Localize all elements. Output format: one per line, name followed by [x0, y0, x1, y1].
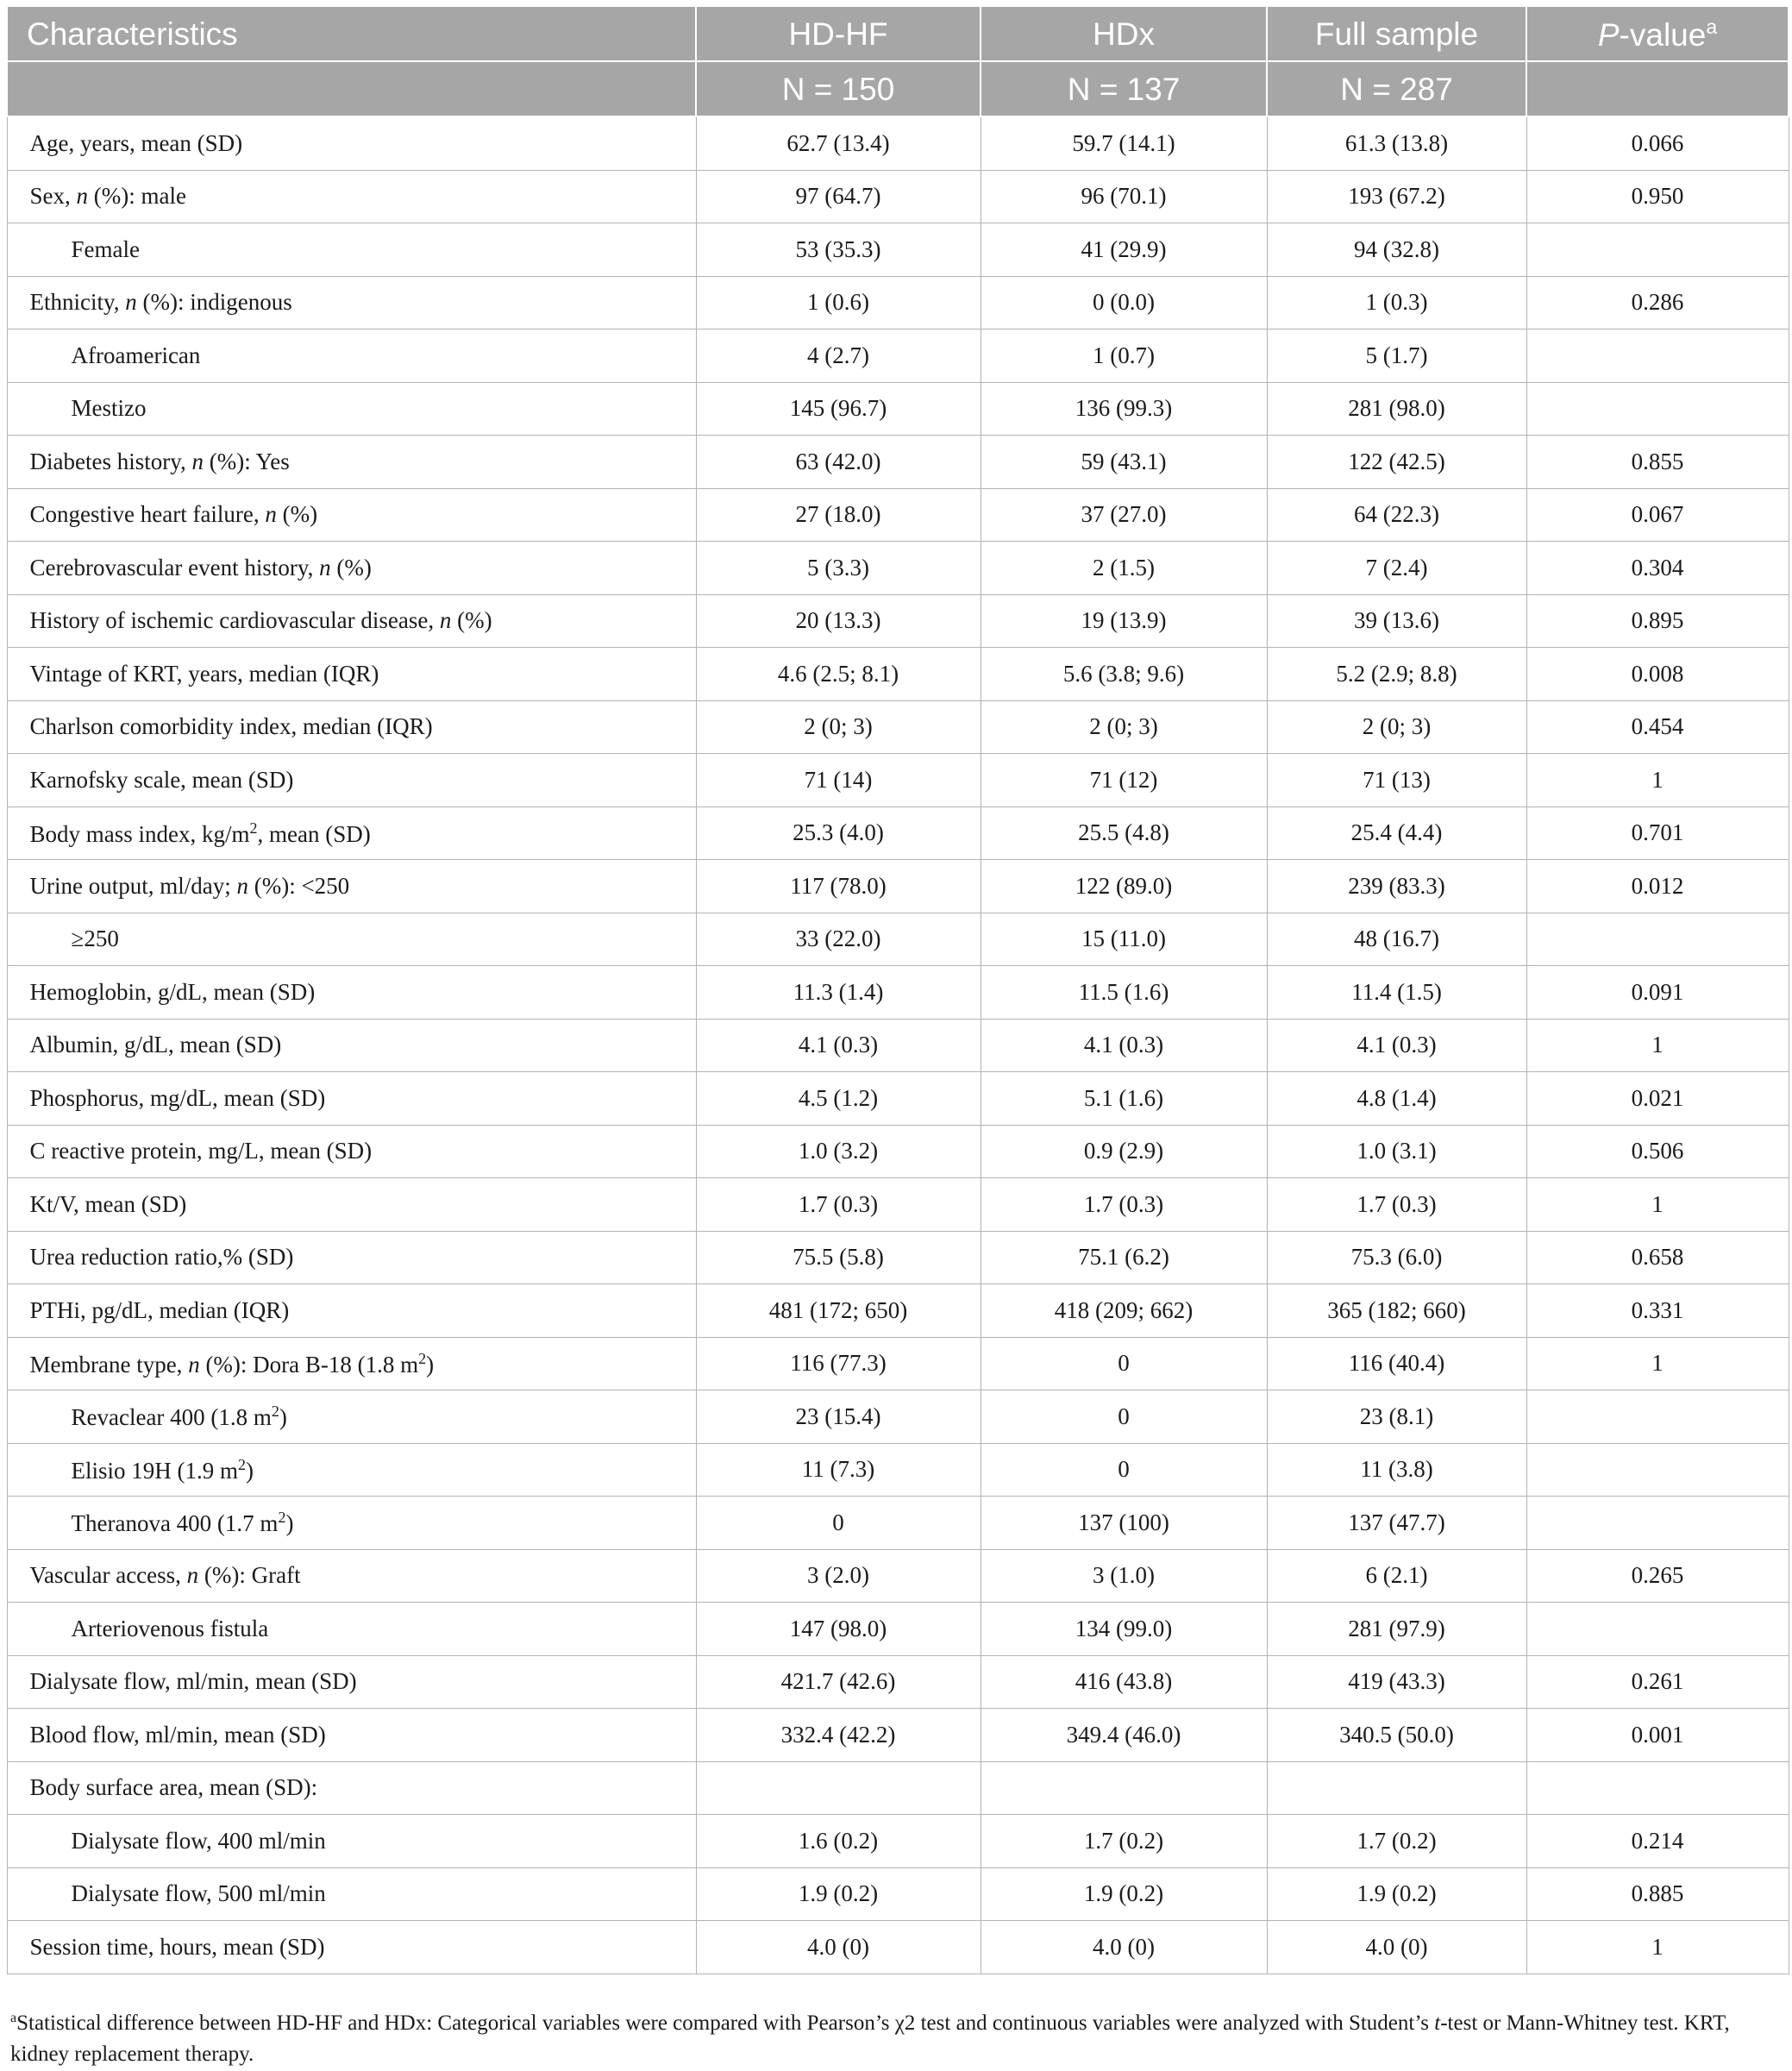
- cell-p-value: 1: [1526, 1337, 1789, 1390]
- cell-full-sample: 4.0 (0): [1267, 1921, 1526, 1974]
- row-label: ≥250: [7, 913, 696, 966]
- cell-p-value: 0.261: [1526, 1655, 1789, 1709]
- cell-hd-hf: 1.9 (0.2): [696, 1867, 981, 1921]
- table-row: [7, 594, 1789, 648]
- cell-hdx: 2 (0; 3): [981, 700, 1267, 754]
- table-row: [7, 170, 1789, 223]
- cell-hd-hf: 147 (98.0): [696, 1603, 981, 1656]
- cell-hd-hf: 4.0 (0): [696, 1921, 981, 1974]
- table-row: [7, 1867, 1789, 1921]
- row-label: Theranova 400 (1.7 $m^2$): [7, 1497, 696, 1550]
- cell-p-value: 0.012: [1526, 860, 1789, 913]
- cell-full-sample: 4.1 (0.3): [1267, 1019, 1526, 1072]
- cell-hdx: 41 (29.9): [981, 223, 1267, 277]
- cell-full-sample: 116 (40.4): [1267, 1337, 1526, 1390]
- cell-full-sample: 23 (8.1): [1267, 1390, 1526, 1444]
- cell-hdx: 5.1 (1.6): [981, 1072, 1267, 1126]
- cell-full-sample: 419 (43.3): [1267, 1655, 1526, 1709]
- row-label: Elisio 19H (1.9 $m^2$): [7, 1443, 696, 1497]
- cell-full-sample: 64 (22.3): [1267, 488, 1526, 542]
- cell-p-value: 0.021: [1526, 1072, 1789, 1126]
- cell-p-value: 1: [1526, 1921, 1789, 1974]
- cell-full-sample: 122 (42.5): [1267, 436, 1526, 489]
- row-label: Mestizo: [7, 382, 696, 436]
- cell-hd-hf: 4.5 (1.2): [696, 1072, 981, 1126]
- cell-hd-hf: 27 (18.0): [696, 488, 981, 542]
- cell-p-value: 0.331: [1526, 1284, 1789, 1338]
- table-row: [7, 223, 1789, 277]
- cell-full-sample: 1.0 (3.1): [1267, 1125, 1526, 1178]
- cell-hdx: 15 (11.0): [981, 913, 1267, 966]
- cell-hd-hf: 5 (3.3): [696, 542, 981, 595]
- cell-hdx: 5.6 (3.8; 9.6): [981, 648, 1267, 701]
- row-label: Ethnicity, n (%): indigenous: [7, 276, 696, 329]
- table-row: [7, 1337, 1789, 1390]
- cell-p-value: [1526, 1497, 1789, 1550]
- table-row: [7, 1125, 1789, 1178]
- cell-full-sample: 281 (97.9): [1267, 1603, 1526, 1656]
- table-row: [7, 1072, 1789, 1126]
- cell-full-sample: 137 (47.7): [1267, 1497, 1526, 1550]
- cell-p-value: 0.454: [1526, 700, 1789, 754]
- cell-p-value: [1526, 1443, 1789, 1497]
- cell-full-sample: 7 (2.4): [1267, 542, 1526, 595]
- cell-hdx: 1.9 (0.2): [981, 1867, 1267, 1921]
- table-row: [7, 1549, 1789, 1603]
- cell-full-sample: 365 (182; 660): [1267, 1284, 1526, 1338]
- header-n-row: [7, 61, 1789, 116]
- row-label: Blood flow, ml/min, mean (SD): [7, 1709, 696, 1762]
- table-row: [7, 1231, 1789, 1284]
- table-row: [7, 913, 1789, 966]
- baseline-characteristics-table: [6, 5, 1789, 1974]
- cell-hd-hf: 11.3 (1.4): [696, 966, 981, 1020]
- cell-p-value: [1526, 913, 1789, 966]
- header-hdx: HDx: [981, 6, 1267, 61]
- cell-hdx: 25.5 (4.8): [981, 806, 1267, 860]
- row-label: History of ischemic cardiovascular disease, n (%): [7, 594, 696, 648]
- row-label: Revaclear 400 (1.8 $m^2$): [7, 1390, 696, 1444]
- table-row: [7, 1497, 1789, 1550]
- cell-p-value: 0.895: [1526, 594, 1789, 648]
- table-row: [7, 542, 1789, 595]
- cell-full-sample: 193 (67.2): [1267, 170, 1526, 223]
- cell-hd-hf: 97 (64.7): [696, 170, 981, 223]
- row-label: Cerebrovascular event history, n (%): [7, 542, 696, 595]
- row-label: Female: [7, 223, 696, 277]
- row-label: Age, years, mean (SD): [7, 116, 696, 170]
- row-label: Kt/V, mean (SD): [7, 1178, 696, 1232]
- header-characteristics: Characteristics: [7, 6, 696, 61]
- table-row: [7, 1603, 1789, 1656]
- cell-hd-hf: 63 (42.0): [696, 436, 981, 489]
- cell-p-value: [1526, 1603, 1789, 1656]
- row-label: Vascular access, n (%): Graft: [7, 1549, 696, 1603]
- cell-hd-hf: 1.6 (0.2): [696, 1815, 981, 1868]
- cell-hdx: 4.1 (0.3): [981, 1019, 1267, 1072]
- cell-hdx: 0: [981, 1443, 1267, 1497]
- cell-p-value: 0.855: [1526, 436, 1789, 489]
- cell-hd-hf: 332.4 (42.2): [696, 1709, 981, 1762]
- cell-p-value: [1526, 1390, 1789, 1444]
- cell-p-value: 0.658: [1526, 1231, 1789, 1284]
- cell-p-value: 0.265: [1526, 1549, 1789, 1603]
- cell-hd-hf: 0: [696, 1497, 981, 1550]
- table-row: [7, 329, 1789, 383]
- cell-full-sample: 71 (13): [1267, 754, 1526, 807]
- cell-full-sample: 5.2 (2.9; 8.8): [1267, 648, 1526, 701]
- row-label: Session time, hours, mean (SD): [7, 1921, 696, 1974]
- row-label: Congestive heart failure, n (%): [7, 488, 696, 542]
- header-p-value-marker: a: [1706, 15, 1718, 38]
- table-row: [7, 436, 1789, 489]
- cell-hdx: 1 (0.7): [981, 329, 1267, 383]
- cell-full-sample: 5 (1.7): [1267, 329, 1526, 383]
- cell-p-value: 0.001: [1526, 1709, 1789, 1762]
- header-n-blank: [7, 61, 696, 116]
- table-row: [7, 1709, 1789, 1762]
- cell-full-sample: 25.4 (4.4): [1267, 806, 1526, 860]
- table-row: [7, 966, 1789, 1020]
- table-footnote: [10, 2003, 1778, 2070]
- cell-hd-hf: 116 (77.3): [696, 1337, 981, 1390]
- cell-p-value: 0.214: [1526, 1815, 1789, 1868]
- cell-full-sample: 4.8 (1.4): [1267, 1072, 1526, 1126]
- cell-full-sample: 6 (2.1): [1267, 1549, 1526, 1603]
- table-row: [7, 116, 1789, 170]
- cell-full-sample: 340.5 (50.0): [1267, 1709, 1526, 1762]
- header-row: [7, 6, 1789, 61]
- row-label: Karnofsky scale, mean (SD): [7, 754, 696, 807]
- cell-p-value: 0.950: [1526, 170, 1789, 223]
- table-body: [7, 116, 1789, 1974]
- cell-p-value: 0.008: [1526, 648, 1789, 701]
- cell-hdx: 19 (13.9): [981, 594, 1267, 648]
- cell-full-sample: 11 (3.8): [1267, 1443, 1526, 1497]
- row-label: Urea reduction ratio,% (SD): [7, 1231, 696, 1284]
- header-hd-hf: HD-HF: [696, 6, 981, 61]
- cell-full-sample: 75.3 (6.0): [1267, 1231, 1526, 1284]
- cell-hdx: 75.1 (6.2): [981, 1231, 1267, 1284]
- cell-hdx: 136 (99.3): [981, 382, 1267, 436]
- table-row: [7, 488, 1789, 542]
- header-p-value-text: P-value: [1597, 16, 1707, 53]
- cell-hd-hf: 1.0 (3.2): [696, 1125, 981, 1178]
- row-label: Albumin, g/dL, mean (SD): [7, 1019, 696, 1072]
- cell-full-sample: [1267, 1761, 1526, 1815]
- cell-hdx: 4.0 (0): [981, 1921, 1267, 1974]
- cell-p-value: 0.506: [1526, 1125, 1789, 1178]
- cell-hd-hf: 53 (35.3): [696, 223, 981, 277]
- cell-hd-hf: [696, 1761, 981, 1815]
- cell-full-sample: 1.7 (0.2): [1267, 1815, 1526, 1868]
- cell-hdx: 134 (99.0): [981, 1603, 1267, 1656]
- table-row: [7, 648, 1789, 701]
- table-row: [7, 382, 1789, 436]
- cell-hdx: 11.5 (1.6): [981, 966, 1267, 1020]
- row-label: C reactive protein, mg/L, mean (SD): [7, 1125, 696, 1178]
- row-label: Body mass index, $kg/m^2$, mean (SD): [7, 806, 696, 860]
- cell-hdx: 0: [981, 1337, 1267, 1390]
- row-label: Hemoglobin, g/dL, mean (SD): [7, 966, 696, 1020]
- cell-hdx: 1.7 (0.3): [981, 1178, 1267, 1232]
- cell-p-value: 1: [1526, 1019, 1789, 1072]
- cell-p-value: [1526, 223, 1789, 277]
- row-label: Dialysate flow, 400 ml/min: [7, 1815, 696, 1868]
- cell-p-value: 0.091: [1526, 966, 1789, 1020]
- cell-hd-hf: 4.1 (0.3): [696, 1019, 981, 1072]
- header-n-p-blank: [1526, 61, 1789, 116]
- header-full-sample: Full sample: [1267, 6, 1526, 61]
- cell-hd-hf: 2 (0; 3): [696, 700, 981, 754]
- row-label: Dialysate flow, ml/min, mean (SD): [7, 1655, 696, 1709]
- table-row: [7, 1761, 1789, 1815]
- row-label: Vintage of KRT, years, median (IQR): [7, 648, 696, 701]
- cell-p-value: 0.066: [1526, 116, 1789, 170]
- table-row: [7, 1284, 1789, 1338]
- row-label: Phosphorus, mg/dL, mean (SD): [7, 1072, 696, 1126]
- cell-full-sample: 1.9 (0.2): [1267, 1867, 1526, 1921]
- cell-hdx: 418 (209; 662): [981, 1284, 1267, 1338]
- footnote-text: Statistical difference between HD-HF and HDx: Categorical variables were compared with Pearson’s χ2 test and continuous variables were analyzed with Student’s t-test or Mann-Whitney test. KRT, kidney replacement therapy.: [10, 2011, 1730, 2066]
- cell-p-value: 0.067: [1526, 488, 1789, 542]
- row-label: PTHi, pg/dL, median (IQR): [7, 1284, 696, 1338]
- table-row: [7, 860, 1789, 913]
- cell-p-value: 0.701: [1526, 806, 1789, 860]
- cell-full-sample: 1.7 (0.3): [1267, 1178, 1526, 1232]
- row-label: Urine output, ml/day; n (%): <250: [7, 860, 696, 913]
- cell-hd-hf: 71 (14): [696, 754, 981, 807]
- cell-hd-hf: 3 (2.0): [696, 1549, 981, 1603]
- cell-hd-hf: 25.3 (4.0): [696, 806, 981, 860]
- cell-p-value: 0.286: [1526, 276, 1789, 329]
- cell-hd-hf: 4 (2.7): [696, 329, 981, 383]
- header-n-hd-hf: N = 150: [696, 61, 981, 116]
- cell-hdx: [981, 1761, 1267, 1815]
- cell-hdx: 137 (100): [981, 1497, 1267, 1550]
- cell-hdx: 349.4 (46.0): [981, 1709, 1267, 1762]
- cell-hd-hf: 145 (96.7): [696, 382, 981, 436]
- row-label: Diabetes history, n (%): Yes: [7, 436, 696, 489]
- cell-hdx: 416 (43.8): [981, 1655, 1267, 1709]
- cell-p-value: 0.885: [1526, 1867, 1789, 1921]
- row-label: Body surface area, mean (SD):: [7, 1761, 696, 1815]
- row-label: Membrane type, n (%): Dora B-18 (1.8 $m^2$): [7, 1337, 696, 1390]
- table-row: [7, 1178, 1789, 1232]
- table-row: [7, 1921, 1789, 1974]
- cell-hd-hf: 1.7 (0.3): [696, 1178, 981, 1232]
- cell-hd-hf: 4.6 (2.5; 8.1): [696, 648, 981, 701]
- cell-full-sample: 239 (83.3): [1267, 860, 1526, 913]
- cell-hdx: 0 (0.0): [981, 276, 1267, 329]
- cell-p-value: [1526, 1761, 1789, 1815]
- cell-hd-hf: 33 (22.0): [696, 913, 981, 966]
- table-row: [7, 754, 1789, 807]
- cell-p-value: [1526, 329, 1789, 383]
- cell-hd-hf: 11 (7.3): [696, 1443, 981, 1497]
- cell-full-sample: 1 (0.3): [1267, 276, 1526, 329]
- cell-hd-hf: 117 (78.0): [696, 860, 981, 913]
- cell-hd-hf: 23 (15.4): [696, 1390, 981, 1444]
- cell-hdx: 2 (1.5): [981, 542, 1267, 595]
- cell-full-sample: 2 (0; 3): [1267, 700, 1526, 754]
- cell-full-sample: 94 (32.8): [1267, 223, 1526, 277]
- header-n-hdx: N = 137: [981, 61, 1267, 116]
- table-container: [6, 5, 1788, 1974]
- cell-hdx: 0.9 (2.9): [981, 1125, 1267, 1178]
- cell-hdx: 1.7 (0.2): [981, 1815, 1267, 1868]
- table-row: [7, 276, 1789, 329]
- cell-hdx: 122 (89.0): [981, 860, 1267, 913]
- cell-hdx: 96 (70.1): [981, 170, 1267, 223]
- cell-full-sample: 48 (16.7): [1267, 913, 1526, 966]
- cell-hd-hf: 421.7 (42.6): [696, 1655, 981, 1709]
- cell-full-sample: 39 (13.6): [1267, 594, 1526, 648]
- table-row: [7, 1815, 1789, 1868]
- header-n-full-sample: N = 287: [1267, 61, 1526, 116]
- cell-p-value: [1526, 382, 1789, 436]
- row-label: Arteriovenous fistula: [7, 1603, 696, 1656]
- cell-full-sample: 61.3 (13.8): [1267, 116, 1526, 170]
- cell-hd-hf: 481 (172; 650): [696, 1284, 981, 1338]
- cell-p-value: 1: [1526, 1178, 1789, 1232]
- table-row: [7, 1443, 1789, 1497]
- row-label: Afroamerican: [7, 329, 696, 383]
- cell-hdx: 71 (12): [981, 754, 1267, 807]
- row-label: Sex, n (%): male: [7, 170, 696, 223]
- table-row: [7, 806, 1789, 860]
- cell-p-value: 1: [1526, 754, 1789, 807]
- cell-p-value: 0.304: [1526, 542, 1789, 595]
- row-label: Charlson comorbidity index, median (IQR): [7, 700, 696, 754]
- cell-full-sample: 281 (98.0): [1267, 382, 1526, 436]
- cell-hdx: 37 (27.0): [981, 488, 1267, 542]
- row-label: Dialysate flow, 500 ml/min: [7, 1867, 696, 1921]
- cell-hdx: 0: [981, 1390, 1267, 1444]
- table-row: [7, 1655, 1789, 1709]
- cell-hd-hf: 75.5 (5.8): [696, 1231, 981, 1284]
- footnote-marker: a: [10, 2011, 17, 2025]
- table-row: [7, 700, 1789, 754]
- cell-hdx: 3 (1.0): [981, 1549, 1267, 1603]
- table-row: [7, 1390, 1789, 1444]
- table-row: [7, 1019, 1789, 1072]
- cell-full-sample: 11.4 (1.5): [1267, 966, 1526, 1020]
- cell-hd-hf: 1 (0.6): [696, 276, 981, 329]
- cell-hd-hf: 20 (13.3): [696, 594, 981, 648]
- cell-hd-hf: 62.7 (13.4): [696, 116, 981, 170]
- header-p-value: [1526, 6, 1789, 61]
- cell-hdx: 59.7 (14.1): [981, 116, 1267, 170]
- cell-hdx: 59 (43.1): [981, 436, 1267, 489]
